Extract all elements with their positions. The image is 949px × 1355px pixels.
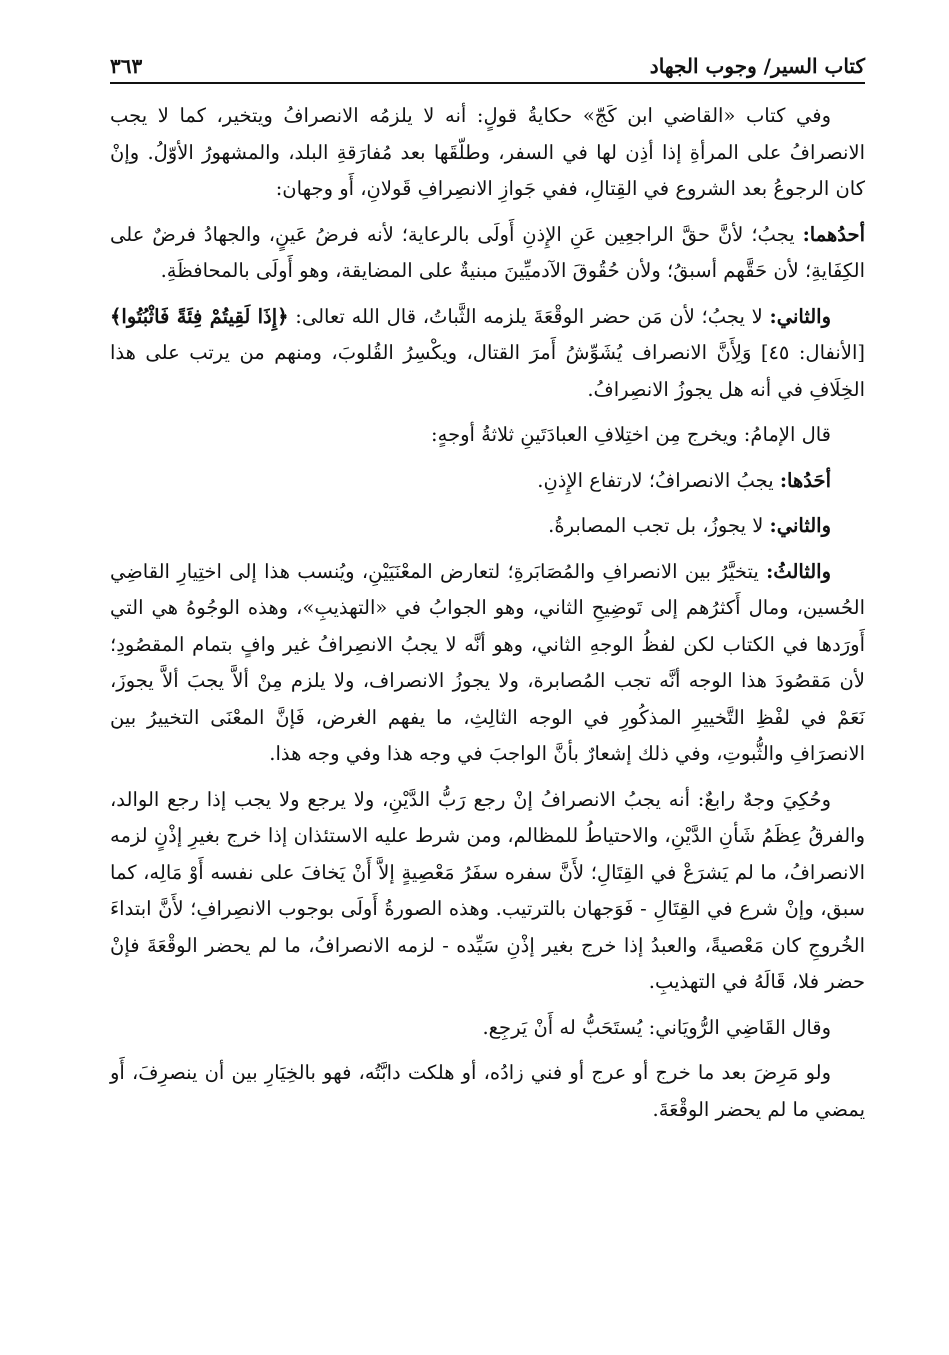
paragraph-3-lead: والثاني: [769,304,832,328]
paragraph-7 [110,554,865,773]
paragraph-7-text: يتخيَّرُ بين الانصرافِ والمُصَابَرةِ؛ لتعارض المعْنَيَيْنِ، ويُنسب هذا إلى اختِيارِ القاضِي الحُسين، ومال أَكثرُهم إلى تَوضِيحِ الثاني، وهو الجوابُ في «التهذيبِ»، وهذه الوجُوهُ هي التي أَورَدها في الكتاب لكن لفظُ الوجهِ الثاني، وهو أنَّه لا يجبُ الانصِرافُ غير وافٍ بتمام المقصُودِ؛ لأن مَقصُودَ هذا الوجه أنَّه تجب المُصابرة، ولا يجوزُ الانصراف، ولا يلزم مِنْ ألاَّ يجبَ ألاَّ يجوزَ، نَعَمْ في لفْظِ التَّخييرِ المذكُورِ في الوجه الثالِثِ، ما يفهم الغرض، فَإنَّ المعْنَى التخييرُ بين الانصرَافِ والثُّبوتِ، وفي ذلك إشعارٌ بأنَّ الواجبَ في وجه هذا وفي وجه هذا. [110,559,865,765]
paragraph-5-lead: أحَدُها: [779,468,831,492]
paragraph-4: قال الإمامُ: ويخرج مِن اختِلافِ العبادَتَينِ ثلاثةُ أوجهٍ: [431,423,831,446]
page-number: ٣٦٣ [110,54,143,78]
quran-verse: ﴿إِذَا لَقِيتُمْ فِئَةً فَاثْبُتُوا﴾ [110,304,289,328]
paragraph-2-lead: أحدُهما: [802,222,865,246]
document-page [110,34,865,1137]
paragraph-3 [110,299,865,409]
paragraph-5-text: يجبُ الانصرافُ؛ لارتفاع الإِذنِ. [537,468,780,492]
paragraph-2-text: يجبُ؛ لأنَّ حقَّ الراجعِين عَنِ الإِذنِ أَولَى بالرعاية؛ لأنه فرضُ عَينٍ، والجهادُ فرضٌ على الكِفَايةِ؛ لأن حَقَّهم أسبقُ؛ ولأن حُقُوقَ الآدميِّينَ مبنيةٌ على المضايقة، وهو أَولَى بالمحافظَةِ. [110,222,865,282]
paragraph-7-lead: والثالثُ: [766,559,831,583]
paragraph-10: ولو مَرِضَ بعد ما خرج أو عرج أو فني زادُه، أو هلكت دابَّتُه، فهو بالخِيَارِ بين أن ينصرِفَ، أَو يمضي ما لم يحضر الوقْعَةَ. [110,1061,865,1121]
paragraph-3-text-a: لا يجبُ؛ لأن مَن حضر الوقْعَةَ يلزمه الثَّباتُ، قال الله تعالى: [288,304,770,328]
paragraph-5 [110,463,865,500]
paragraph-3-text-b: [الأنفال: ٤٥] وَلِأَنَّ الانصراف يُشَوِّشُ أَمرَ القتال، ويكْسِرُ القُلوبَ، ومنهم من يرتب على هذا الخِلَافِ في أنه هل يجوزُ الانصِرافُ. [110,341,865,401]
running-title: كتاب السير/ وجوب الجهاد [649,54,865,78]
page-header [110,34,865,84]
paragraph-8: وحُكِيَ وجهٌ رابعٌ: أنه يجبُ الانصرافُ إنْ رجع رَبُّ الدَّيْنِ، ولا يرجع ولا يجب إذا رجع الوالد، والفرقُ عِظَمُ شَأنِ الدَّيْنِ، والاحتياطُ للمظالم، ومن شرط عليه الاستئذان إذا خرج بغيرِ إذْنٍ لزمه الانصرافُ، ما لم يَشرَعْ في القِتَالِ؛ لأَنَّ سفره سفَرُ مَعْصِيةٍ إلاَّ أَنْ يَخافَ على نفسه أَوْ مَالِه، كما سبق، وإنْ شرع في القِتَالِ - فَوَجهان بالترتيب. وهذه الصورةُ أَولَى بوجوب الانصِرافِ؛ لأَنَّ ابتداءَ الخُروجِ كان مَعْصيةً، والعبدُ إذا خرج بغير إذْنِ سَيِّده - لزمه الانصرافُ، ما لم يحضر الوقْعَةَ فإنْ حضر فلا، قَالَهُ في التهذيبِ. [110,787,865,993]
paragraph-2 [110,217,865,290]
main-text [110,98,865,1128]
paragraph-6-text: لا يجوزُ، بل تجب المصابرةُ. [548,514,770,537]
paragraph-1: وفي كتاب «القاضي ابن كَجّ» حكايةُ قولٍ: أنه لا يلزمُه الانصرافُ ويتخير، كما لا يجب الانصرافُ على المرأةِ إذا أذِن لها في السفر، وطلّقَها بعد مُفارَقةِ البلد، والمشهورُ الأوّلُ. وإنْ كان الرجوعُ بعد الشروع في القِتالِ، ففي جَوازِ الانصِرافِ قَولانِ، أَو وجهان: [110,104,865,200]
paragraph-6-lead: والثاني: [769,514,831,537]
paragraph-9: وقال القَاضِي الرُّويَاني: يُستَحَبُّ له أَنْ يَرجِع. [482,1015,831,1039]
paragraph-6 [110,508,865,545]
